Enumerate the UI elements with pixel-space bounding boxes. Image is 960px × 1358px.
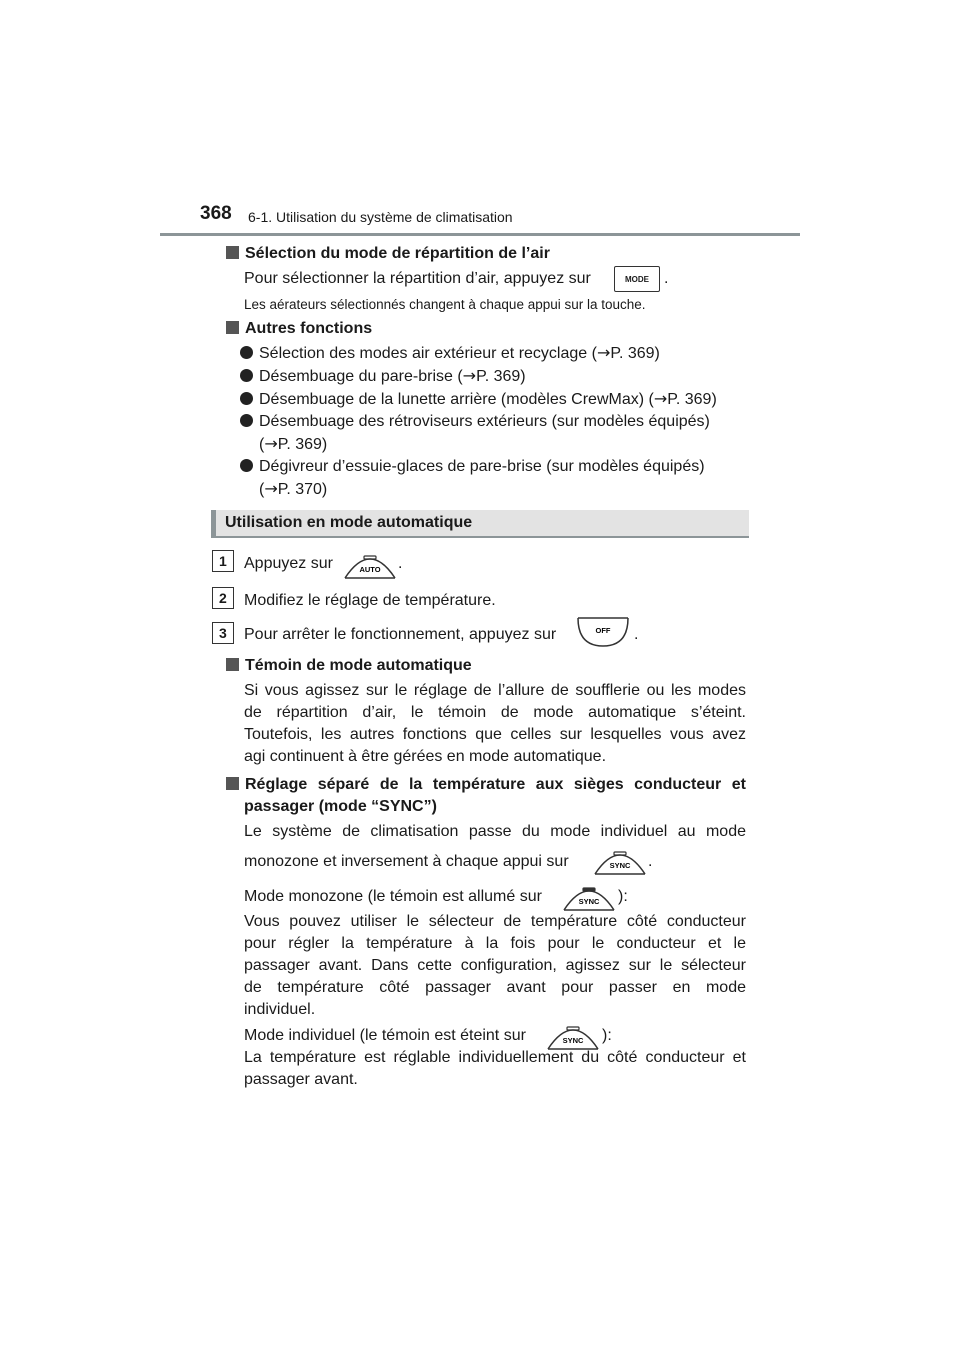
auto-button-icon: [341, 546, 399, 580]
heading-repartition: Sélection du mode de répartition de l’air: [226, 243, 550, 265]
step-2-text: Modifiez le réglage de température.: [244, 592, 496, 609]
step-1-period: .: [398, 555, 403, 572]
step-number: 2: [212, 587, 234, 609]
step-number: 1: [212, 550, 234, 572]
round-bullet-icon: [240, 414, 253, 427]
sync-button-icon: [544, 1017, 602, 1051]
off-button-icon: [574, 614, 632, 648]
mono-line: individuel.: [244, 1001, 316, 1018]
bullet-item: Dégivreur d’essuie-glaces de pare-brise (sur modèles équipés): [240, 456, 705, 478]
svg-text:OFF: OFF: [595, 626, 611, 635]
heading-temoin: Témoin de mode automatique: [226, 655, 472, 677]
bullet-item: Désembuage du pare-brise (→P. 369): [240, 365, 526, 388]
section-title-bar: [211, 510, 749, 538]
step-3-text: Pour arrêter le fonctionnement, appuyez sur: [244, 626, 557, 643]
sync-period: .: [648, 853, 653, 870]
section-title: Utilisation en mode automatique: [225, 514, 473, 531]
square-bullet-icon: [226, 246, 239, 259]
indiv-line: passager avant.: [244, 1071, 358, 1088]
indiv-heading: Mode individuel (le témoin est éteint sur: [244, 1027, 526, 1044]
round-bullet-icon: [240, 392, 253, 405]
mono-line: de température côté passager avant pour passer en mode: [244, 979, 746, 996]
heading-sync: Réglage séparé de la température aux sièges conducteur et: [226, 774, 746, 796]
mono-heading-end: ):: [618, 888, 628, 905]
temoin-line: agi continuent à être gérées en mode automatique.: [244, 748, 607, 765]
mono-heading: Mode monozone (le témoin est allumé sur: [244, 888, 542, 905]
step-1-text: Appuyez sur: [244, 555, 333, 572]
mono-line: pour régler la température à la fois pour le conducteur et le: [244, 935, 746, 952]
repartition-text: Pour sélectionner la répartition d’air, appuyez sur: [244, 270, 591, 287]
square-bullet-icon: [226, 321, 239, 334]
round-bullet-icon: [240, 459, 253, 472]
heading-autres: Autres fonctions: [226, 318, 372, 340]
sync-button-icon: [591, 842, 649, 876]
bullet-item: Désembuage de la lunette arrière (modèles CrewMax) (→P. 369): [240, 388, 717, 411]
round-bullet-icon: [240, 346, 253, 359]
square-bullet-icon: [226, 777, 239, 790]
sync-line: monozone et inversement à chaque appui sur: [244, 853, 569, 870]
chapter-title: 6-1. Utilisation du système de climatisation: [248, 209, 513, 225]
mono-line: Vous pouvez utiliser le sélecteur de température côté conducteur: [244, 913, 746, 930]
page-number: 368: [200, 203, 232, 224]
step-number: 3: [212, 622, 234, 644]
svg-text:AUTO: AUTO: [359, 565, 381, 574]
indiv-heading-end: ):: [602, 1027, 612, 1044]
temoin-line: de répartition d’air, le témoin de mode automatique s’éteint.: [244, 704, 746, 721]
heading-sync-2: passager (mode “SYNC”): [244, 798, 437, 815]
round-bullet-icon: [240, 369, 253, 382]
repartition-note: Les aérateurs sélectionnés changent à chaque appui sur la touche.: [244, 297, 646, 312]
bullet-item-ref: (→P. 369): [259, 434, 328, 453]
header-rule: [160, 233, 800, 236]
temoin-line: Toutefois, les autres fonctions que celles sur lesquelles vous avez: [244, 726, 746, 743]
mono-line: passager avant. Dans cette configuration, agissez sur le sélecteur: [244, 957, 746, 974]
svg-text:SYNC: SYNC: [578, 897, 600, 906]
step-3-period: .: [634, 626, 639, 643]
indiv-line: La température est réglable individuellement du côté conducteur et: [244, 1049, 746, 1066]
sync-line: Le système de climatisation passe du mode individuel au mode: [244, 823, 746, 840]
bullet-item: Désembuage des rétroviseurs extérieurs (sur modèles équipés): [240, 411, 710, 433]
temoin-line: Si vous agissez sur le réglage de l’allure de soufflerie ou les modes: [244, 682, 746, 699]
bullet-item: Sélection des modes air extérieur et recyclage (→P. 369): [240, 342, 660, 365]
svg-text:SYNC: SYNC: [562, 1036, 584, 1045]
mode-button-icon: MODE: [614, 266, 660, 292]
sync-button-icon: [560, 878, 618, 912]
repartition-period: .: [664, 270, 669, 287]
svg-text:SYNC: SYNC: [609, 861, 631, 870]
square-bullet-icon: [226, 658, 239, 671]
bullet-item-ref: (→P. 370): [259, 479, 328, 498]
